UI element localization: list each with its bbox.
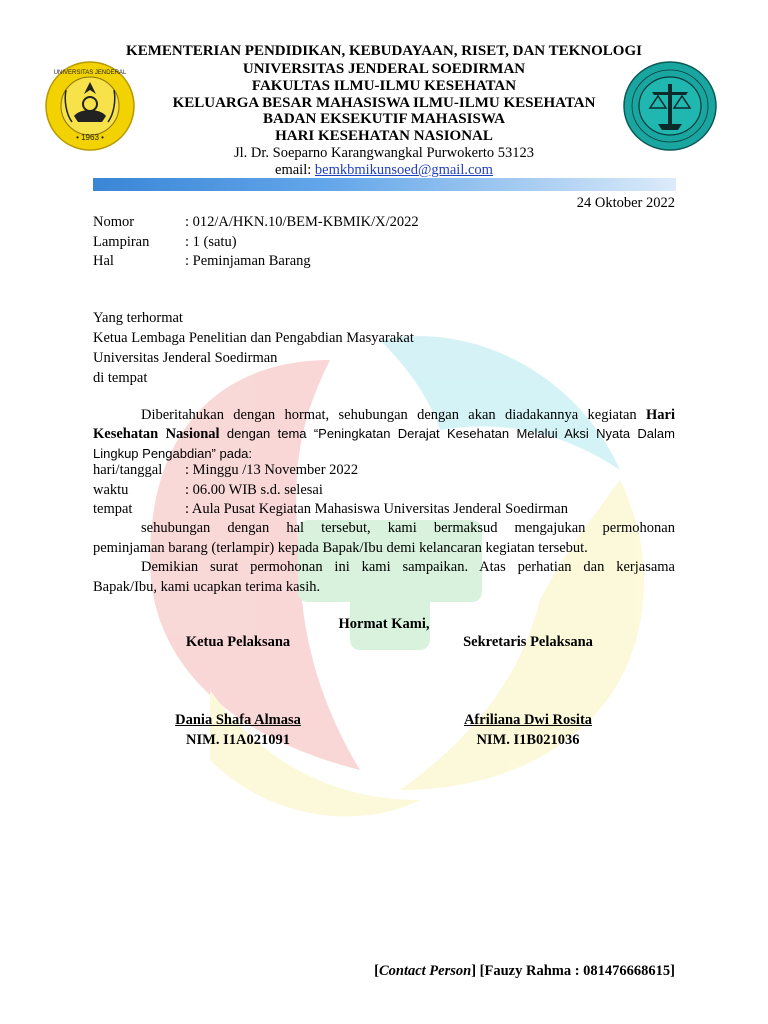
watermark-cyan-shape bbox=[380, 336, 620, 470]
schedule-value-date: : Minggu /13 November 2022 bbox=[185, 462, 359, 478]
meta-value-lampiran: : 1 (satu) bbox=[185, 234, 237, 250]
email-link[interactable]: bemkbmikunsoed@gmail.com bbox=[314, 162, 493, 178]
meta-label-lampiran: Lampiran bbox=[93, 234, 150, 250]
signatory-1-role: Ketua Pelaksana bbox=[185, 634, 291, 650]
email-label: email: bbox=[275, 162, 315, 178]
meta-value-nomor: : 012/A/HKN.10/BEM-KBMIK/X/2022 bbox=[185, 214, 419, 230]
signatory-2-nim: NIM. I1B021036 bbox=[476, 732, 580, 748]
letterhead-line-1: KEMENTERIAN PENDIDIKAN, KEBUDAYAAN, RISET, DAN TEKNOLOGI bbox=[126, 43, 642, 59]
signatory-1-nim: NIM. I1A021091 bbox=[186, 732, 290, 748]
body-paragraph-2-line-2: peminjaman barang (terlampir) kepada Bapak/Ibu demi kelancaran kegiatan tersebut. bbox=[93, 540, 588, 556]
closing-text: Hormat Kami, bbox=[338, 616, 430, 632]
letterhead-line-5: BADAN EKSEKUTIF MAHASISWA bbox=[263, 111, 505, 127]
body-paragraph-3-line-2: Bapak/Ibu, kami ucapkan terima kasih. bbox=[93, 579, 321, 595]
svg-text:UNIVERSITAS JENDERAL: UNIVERSITAS JENDERAL bbox=[53, 70, 127, 76]
recipient-institution: Universitas Jenderal Soedirman bbox=[93, 350, 278, 366]
body-paragraph-1-line-2: Kesehatan Nasional dengan tema “Peningkatan Derajat Kesehatan Melalui Aksi Nyata Dalam bbox=[93, 426, 675, 442]
meta-label-hal: Hal bbox=[93, 253, 114, 269]
letterhead-line-4: KELUARGA BESAR MAHASISWA ILMU-ILMU KESEHATAN bbox=[172, 95, 596, 111]
meta-value-hal: : Peminjaman Barang bbox=[185, 253, 311, 269]
schedule-label-date: hari/tanggal bbox=[93, 462, 163, 478]
signatory-1-name: Dania Shafa Almasa bbox=[175, 712, 301, 728]
body-paragraph-1-line-3: Lingkup Pengabdian” pada: bbox=[93, 446, 253, 461]
recipient-title: Ketua Lembaga Penelitian dan Pengabdian Masyarakat bbox=[93, 330, 414, 346]
recipient-place: di tempat bbox=[93, 370, 148, 386]
letter-date: 24 Oktober 2022 bbox=[576, 195, 675, 211]
body-paragraph-2-line-1: sehubungan dengan hal tersebut, kami bermaksud mengajukan permohonan bbox=[141, 520, 675, 536]
letterhead-line-6: HARI KESEHATAN NASIONAL bbox=[275, 128, 493, 144]
signatory-2-role: Sekretaris Pelaksana bbox=[463, 634, 593, 650]
letterhead-address: Jl. Dr. Soeparno Karangwangkal Purwokerto 53123 bbox=[233, 145, 534, 161]
schedule-label-place: tempat bbox=[93, 501, 133, 517]
body-paragraph-1-line-1: Diberitahukan dengan hormat, sehubungan dengan akan diadakannya kegiatan Hari bbox=[141, 407, 675, 423]
recipient-greeting: Yang terhormat bbox=[93, 310, 183, 326]
letterhead-line-2: UNIVERSITAS JENDERAL SOEDIRMAN bbox=[242, 61, 526, 77]
schedule-label-time: waktu bbox=[93, 482, 129, 498]
meta-label-nomor: Nomor bbox=[93, 214, 135, 230]
letterhead-line-3: FAKULTAS ILMU-ILMU KESEHATAN bbox=[251, 78, 517, 94]
body-paragraph-3-line-1: Demikian surat permohonan ini kami sampaikan. Atas perhatian dan kerjasama bbox=[141, 559, 675, 575]
contact-person: [Contact Person] [Fauzy Rahma : 081476668615] bbox=[374, 963, 675, 979]
schedule-value-place: : Aula Pusat Kegiatan Mahasiswa Universitas Jenderal Soedirman bbox=[185, 501, 568, 517]
schedule-value-time: : 06.00 WIB s.d. selesai bbox=[185, 482, 323, 498]
signatory-2-name: Afriliana Dwi Rosita bbox=[463, 712, 593, 728]
letterhead-email-row bbox=[0, 161, 768, 179]
header-divider-bar bbox=[93, 178, 676, 191]
university-logo-year: • 1963 • bbox=[76, 133, 104, 142]
